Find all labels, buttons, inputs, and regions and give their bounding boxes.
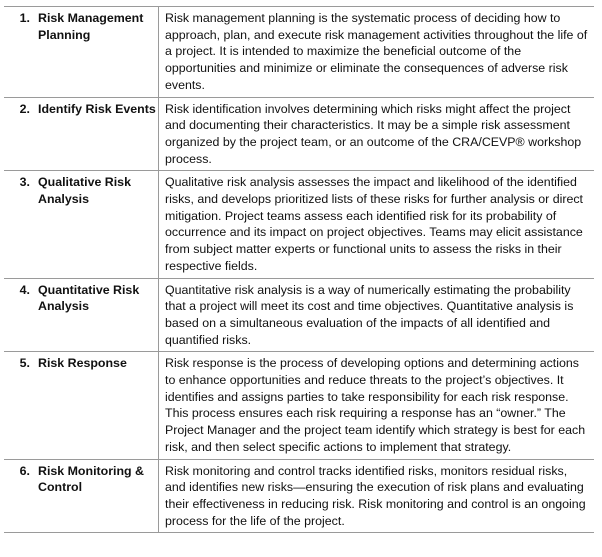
process-name: Identify Risk Events (30, 97, 159, 171)
table-row (4, 171, 594, 278)
process-description: Risk response is the process of developing options and determining actions to enhance opportunities and reduce threats to the project’s objectives. It identifies and assigns parties to take responsibility for each risk response. This process ensures each risk requiring a response has an “owner.” The Project Manager and the project team identify which strategy is best for each risk, and then select specific actions to implement that strategy. (159, 352, 595, 459)
process-name: Risk Monitoring & Control (30, 459, 159, 533)
table-row (4, 278, 594, 352)
row-number: 5. (4, 352, 30, 459)
table-row (4, 459, 594, 533)
row-number: 6. (4, 459, 30, 533)
process-description: Risk monitoring and control tracks identified risks, monitors residual risks, and identifies new risks—ensuring the execution of risk plans and evaluating their effectiveness in reducing risk. Risk monitoring and control is an ongoing process for the life of the project. (159, 459, 595, 533)
table-row (4, 352, 594, 459)
process-name: Qualitative Risk Analysis (30, 171, 159, 278)
row-number: 4. (4, 278, 30, 352)
risk-process-table (4, 6, 594, 533)
process-name: Quantitative Risk Analysis (30, 278, 159, 352)
table-row (4, 7, 594, 98)
process-name: Risk Management Planning (30, 7, 159, 98)
process-name: Risk Response (30, 352, 159, 459)
row-number: 2. (4, 97, 30, 171)
process-description: Qualitative risk analysis assesses the impact and likelihood of the identified risks, and develops prioritized lists of these risks for further analysis or direct mitigation. Project teams assess each identified risk for its probability of occurrence and its impact on project objectives. Teams may elicit assistance from subject matter experts or functional units to assess the risks in their respective fields. (159, 171, 595, 278)
process-description: Risk management planning is the systematic process of deciding how to approach, plan, and execute risk management activities throughout the life of a project. It is intended to maximize the beneficial outcome of the opportunities and minimize or eliminate the consequences of adverse risk events. (159, 7, 595, 98)
row-number: 3. (4, 171, 30, 278)
table-row (4, 97, 594, 171)
row-number: 1. (4, 7, 30, 98)
process-description: Quantitative risk analysis is a way of numerically estimating the probability that a project will meet its cost and time objectives. Quantitative analysis is based on a simultaneous evaluation of the impacts of all identified and quantified risks. (159, 278, 595, 352)
process-description: Risk identification involves determining which risks might affect the project and documenting their characteristics. It may be a simple risk assessment organized by the project team, or an outcome of the CRA/CEVP® workshop process. (159, 97, 595, 171)
